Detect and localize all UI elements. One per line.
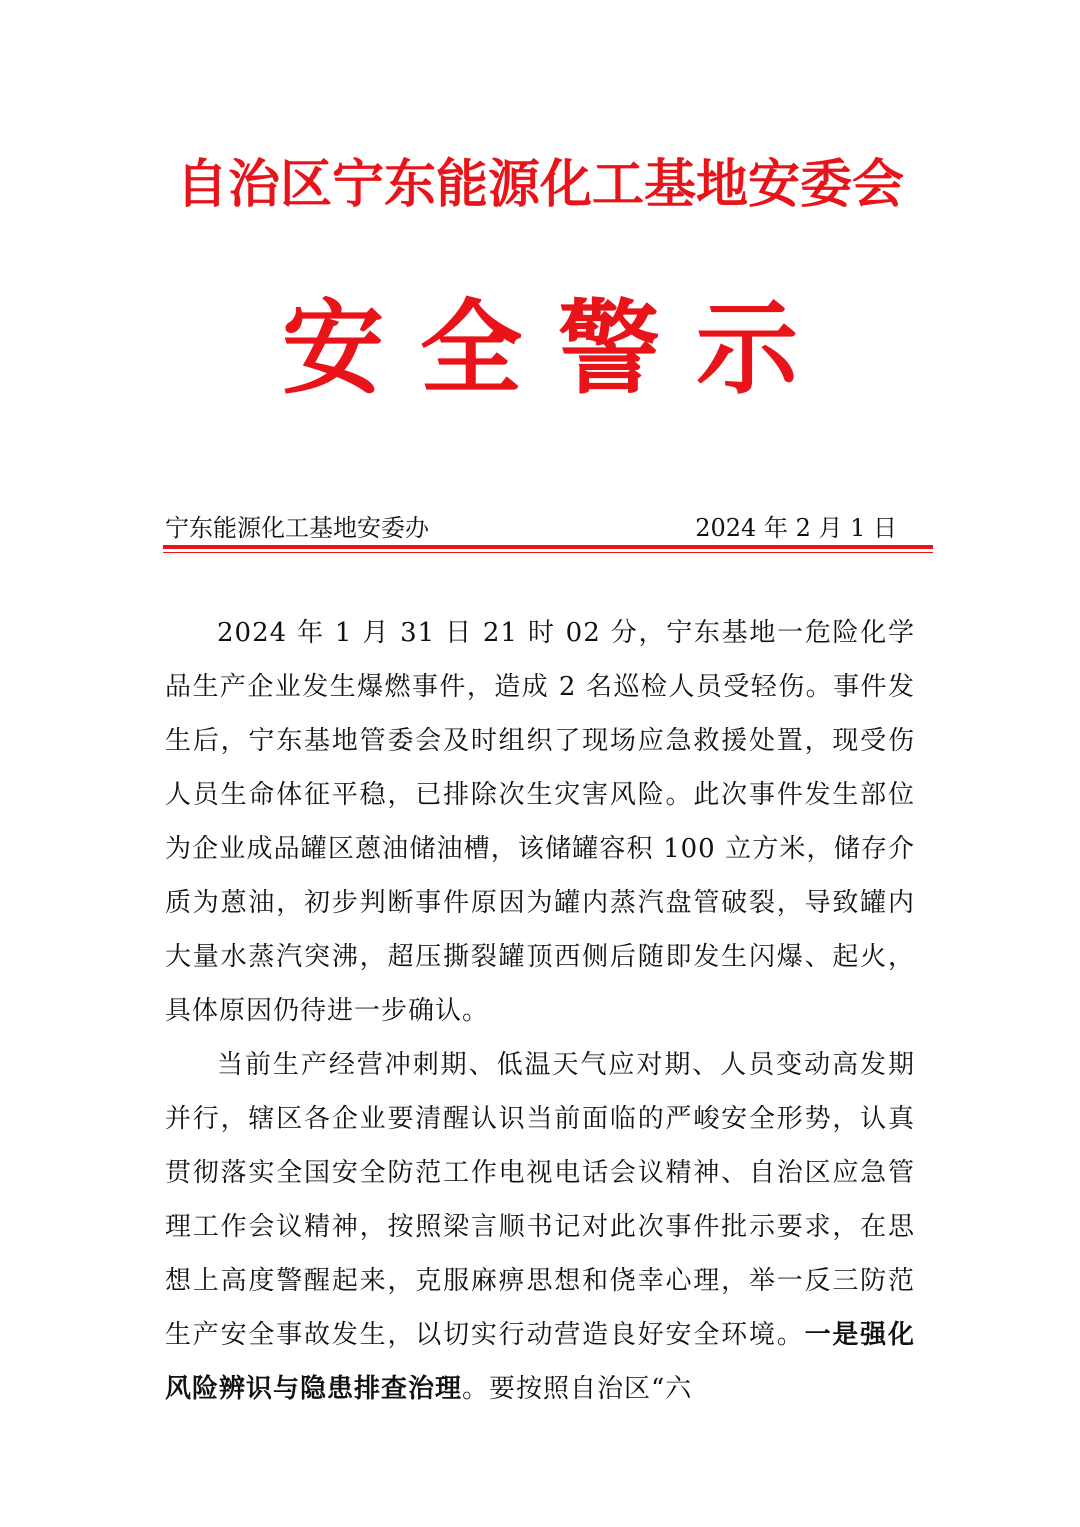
- issuer-row: [165, 508, 933, 548]
- issuing-authority-heading: 自治区宁东能源化工基地安委会: [175, 155, 904, 215]
- requirement-one-text: 。要按照自治区“六: [462, 1374, 693, 1404]
- incident-paragraph: 2024 年 1 月 31 日 21 时 02 分，宁东基地一危险化学品生产企业发生爆燃事件，造成 2 名巡检人员受轻伤。事件发生后，宁东基地管委会及时组织了现场应急救援处置，现受伤人员生命体征平稳，已排除次生灾害风险。此次事件发生部位为企业成品罐区蒽油储油槽，该储罐容积 100 立方米，储存介质为蒽油，初步判断事件原因为罐内蒸汽盘管破裂，导致罐内大量水蒸汽突沸，超压撕裂罐顶西侧后随即发生闪爆、起火，具体原因仍待进一步确认。: [165, 618, 915, 1026]
- document-title: 安全警示: [282, 290, 834, 409]
- requirements-paragraph: [165, 1038, 915, 1416]
- requirement-one-heading: 一是强化风险辨识与隐患排查治理: [165, 1320, 915, 1404]
- red-divider-thin: [163, 552, 933, 553]
- document-body: [165, 606, 915, 1416]
- requirements-intro: 当前生产经营冲刺期、低温天气应对期、人员变动高发期并行，辖区各企业要清醒认识当前面临的严峻安全形势，认真贯彻落实全国安全防范工作电视电话会议精神、自治区应急管理工作会议精神，按照梁言顺书记对此次事件批示要求，在思想上高度警醒起来，克服麻痹思想和侥幸心理，举一反三防范生产安全事故发生，以切实行动营造良好安全环境。: [165, 1050, 915, 1350]
- red-divider-thick: [163, 545, 933, 549]
- issuer-name: 宁东能源化工基地安委办: [165, 514, 429, 542]
- issue-date: 2024 年 2 月 1 日: [695, 514, 897, 542]
